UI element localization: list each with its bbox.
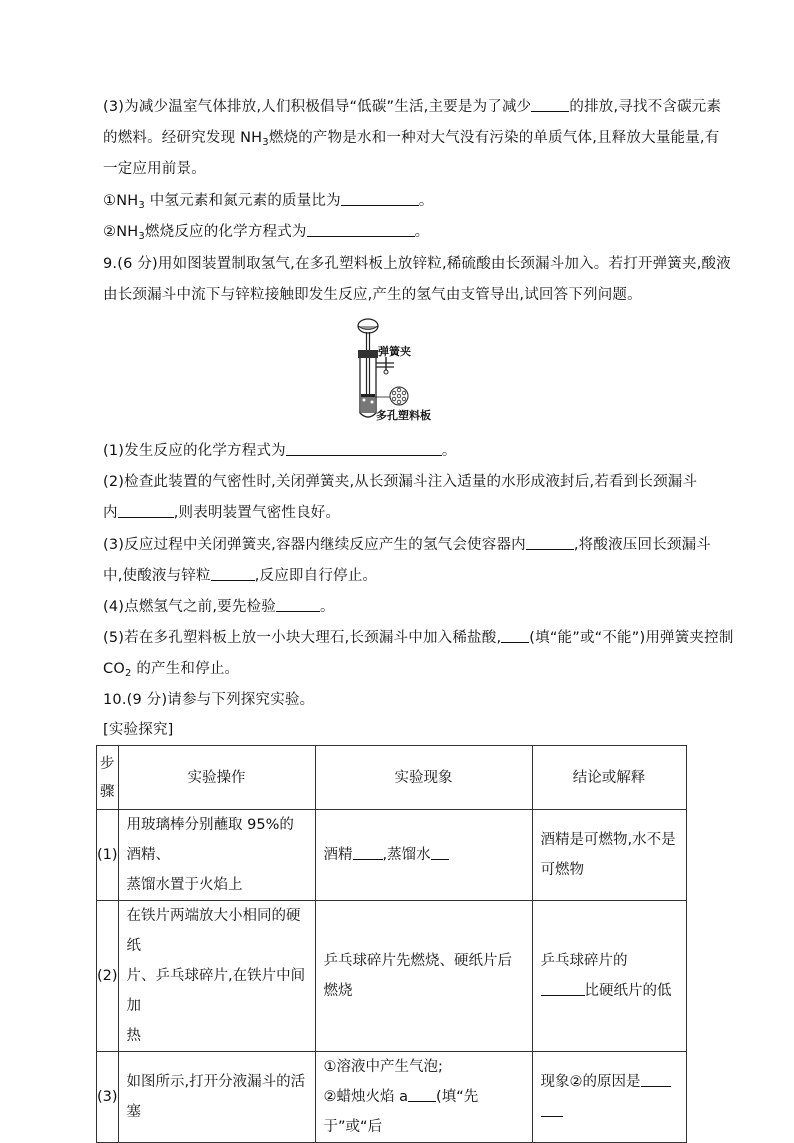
text: 燃烧反应的化学方程式为 [144, 224, 307, 240]
subscript: 3 [138, 200, 145, 211]
text: 的排放,寻找不含碳元素 [569, 99, 722, 115]
header-step [97, 746, 119, 810]
q9-part5-line1 [103, 628, 734, 648]
text: (填“能”或“不能”)用弹簧夹控制 [529, 630, 734, 646]
text: (1)发生反应的化学方程式为 [103, 443, 286, 459]
header-phenomenon: 实验现象 [315, 746, 532, 810]
table-header-row [97, 746, 687, 810]
q9-stem-line2: 由长颈漏斗中流下与锌粒接触即发生反应,产生的氢气由支管导出,试回答下列问题。 [103, 287, 642, 303]
text: 燃烧的产物是水和一种对大气没有污染的单质气体,且释放大量能量,有 [268, 130, 720, 146]
answer-blank[interactable] [541, 1102, 563, 1117]
text: 片、乒乓球碎片,在铁片中间加 [126, 968, 306, 1014]
text: 步 [100, 755, 115, 772]
answer-blank[interactable] [641, 1072, 671, 1087]
label-spring-clip: 弹簧夹 [378, 345, 411, 358]
text: 热 [126, 1028, 142, 1044]
q9-stem-line1: 9.(6 分)用如图装置制取氢气,在多孔塑料板上放锌粒,稀硫酸由长颈漏斗加入。若打开弹簧夹,酸液 [103, 256, 731, 272]
text: 乒乓球碎片的 [540, 953, 628, 969]
text: 。 [418, 193, 434, 209]
answer-blank[interactable] [431, 845, 449, 860]
answer-blank[interactable] [118, 503, 174, 518]
text: ,则表明装置气密性良好。 [173, 505, 341, 521]
hydrogen-apparatus-figure [340, 317, 450, 425]
text: 。 [414, 224, 430, 240]
text: 塞 [126, 1104, 142, 1120]
text: 可燃物 [540, 862, 585, 878]
answer-blank[interactable] [211, 566, 255, 581]
phenomenon-cell [315, 1052, 532, 1143]
answer-blank[interactable] [353, 845, 383, 860]
subscript: 3 [262, 137, 269, 148]
text: ,将酸液压回长颈漏斗 [573, 537, 711, 553]
answer-blank[interactable] [408, 1087, 436, 1102]
q10-title: 10.(9 分)请参与下列探究实验。 [103, 692, 315, 708]
q9-part3-line2 [103, 566, 377, 586]
text: (3)为减少温室气体排放,人们积极倡导“低碳”生活,主要是为了减少 [103, 99, 532, 115]
answer-blank[interactable] [531, 97, 569, 112]
text: 比硬纸片的低 [584, 983, 672, 999]
text: 现象②的原因是 [540, 1074, 641, 1090]
text: 。 [319, 599, 335, 615]
experiment-table [96, 745, 687, 1143]
text: CO [103, 661, 125, 677]
q9-part2-line2 [103, 503, 340, 523]
table-row [97, 1052, 687, 1143]
text: ②NH [103, 224, 139, 240]
text: (4)点燃氢气之前,要先检验 [103, 599, 276, 615]
answer-blank[interactable] [541, 981, 585, 996]
q9-part4 [103, 597, 335, 617]
subscript: 3 [138, 231, 145, 242]
text: (填“先于”或“后 [323, 1089, 479, 1135]
q8-item1 [103, 191, 434, 211]
text: (3)反应过程中关闭弹簧夹,容器内继续反应产生的氢气会使容器内 [103, 537, 526, 553]
text: ①NH [103, 193, 139, 209]
operation-cell [118, 901, 315, 1052]
conclusion-cell [532, 901, 686, 1052]
text: 蒸馏水置于火焰上 [126, 877, 243, 893]
q9-part2-line1: (2)检查此装置的气密性时,关闭弹簧夹,从长颈漏斗注入适量的水形成液封后,若看到长颈漏斗 [103, 474, 698, 490]
text: 中氢元素和氮元素的质量比为 [144, 193, 341, 209]
label-porous-plate: 多孔塑料板 [376, 409, 431, 422]
answer-blank[interactable] [501, 628, 529, 643]
answer-blank[interactable] [307, 222, 415, 237]
text: 酒精是可燃物,水不是 [540, 832, 676, 848]
step-cell: (3) [97, 1052, 119, 1143]
header-conclusion: 结论或解释 [532, 746, 686, 810]
text: 用玻璃棒分别蘸取 95%的酒精、 [126, 817, 294, 863]
text: 。 [441, 443, 457, 459]
text: 内 [103, 505, 118, 521]
q9-part5-line2 [103, 659, 239, 679]
text: 骤 [100, 783, 115, 800]
q10-section-label: [实验探究] [103, 722, 174, 738]
text: 的产生和停止。 [131, 661, 240, 677]
text: 酒精 [323, 847, 353, 863]
phenomenon-cell [315, 810, 532, 901]
text: 的燃料。经研究发现 NH [103, 130, 263, 146]
step-cell: (2) [97, 901, 119, 1052]
text: 如图所示,打开分液漏斗的活 [126, 1074, 306, 1090]
text: ②蜡烛火焰 a [323, 1089, 409, 1105]
subscript: 2 [124, 668, 132, 679]
operation-cell [118, 810, 315, 901]
text: 中,使酸液与锌粒 [103, 568, 211, 584]
q8-item2 [103, 222, 429, 242]
q9-part1 [103, 441, 457, 461]
table-row [97, 810, 687, 901]
text: ,蒸馏水 [382, 847, 431, 863]
text: (5)若在多孔塑料板上放一小块大理石,长颈漏斗中加入稀盐酸, [103, 630, 502, 646]
conclusion-cell [532, 1052, 686, 1143]
q8-part3-line1 [103, 97, 721, 117]
text: ,反应即自行停止。 [254, 568, 378, 584]
conclusion-cell [532, 810, 686, 901]
answer-blank[interactable] [276, 597, 320, 612]
q9-part3-line1 [103, 535, 711, 555]
phenomenon-cell: 乒乓球碎片先燃烧、硬纸片后燃烧 [315, 901, 532, 1052]
q8-part3-line2 [103, 128, 719, 148]
table-row [97, 901, 687, 1052]
step-cell: (1) [97, 810, 119, 901]
text: ①溶液中产生气泡; [323, 1059, 443, 1075]
text: 在铁片两端放大小相同的硬纸 [126, 908, 301, 954]
header-operation: 实验操作 [118, 746, 315, 810]
operation-cell [118, 1052, 315, 1143]
answer-blank[interactable] [526, 535, 574, 550]
q8-part3-line3: 一定应用前景。 [103, 161, 206, 177]
answer-blank[interactable] [286, 441, 442, 456]
answer-blank[interactable] [341, 191, 419, 206]
